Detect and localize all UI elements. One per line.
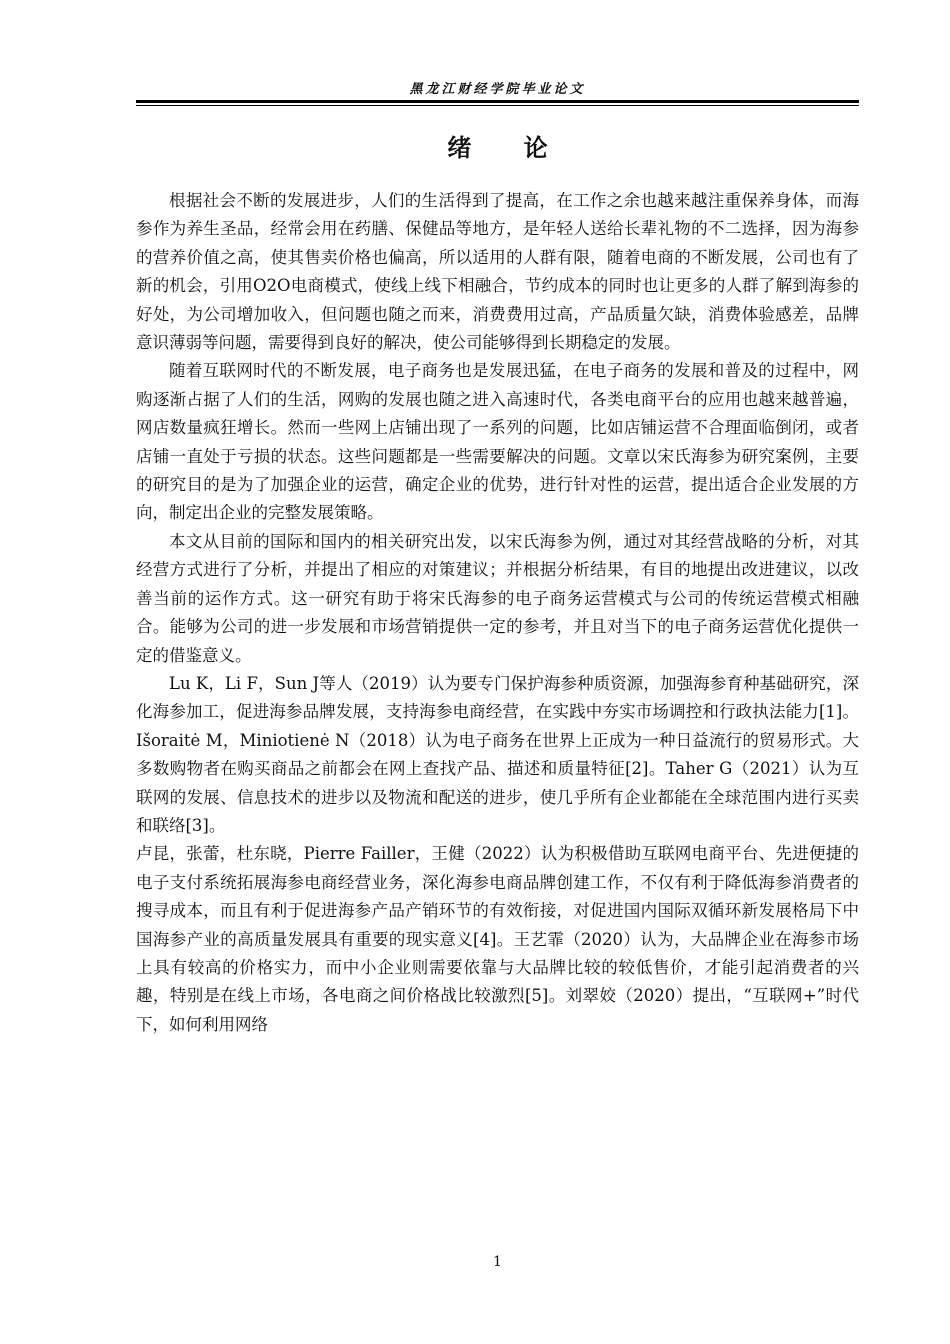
header-rule-thin [136,105,859,106]
paragraph-1: 根据社会不断的发展进步，人们的生活得到了提高，在工作之余也越来越注重保养身体，而海参作为养生圣品，经常会用在药膳、保健品等地方，是年轻人送给长辈礼物的不二选择，因为海参的营养价值之高，使其售卖价格也偏高，所以适用的人群有限，随着电商的不断发展，公司也有了新的机会，引用O2O电商模式，使线上线下相融合，节约成本的同时也让更多的人群了解到海参的好处，为公司增加收入，但问题也随之而来，消费费用过高，产品质量欠缺，消费体验感差，品牌意识薄弱等问题，需要得到良好的解决，使公司能够得到长期稳定的发展。 [136,191,859,353]
body-text [136,187,859,1039]
header-title: 黑龙江财经学院毕业论文 [409,82,586,97]
page-number: 1 [493,1254,502,1270]
paragraph-4: Lu K，Li F，Sun J等人（2019）认为要专门保护海参种质资源，加强海参育种基础研究，深化海参加工，促进海参品牌发展，支持海参电商经营，在实践中夯实市场调控和行政执法能力[1]。Išoraitė M，Miniotienė N（2018）认为电子商务在世界上正成为一种日益流行的贸易形式。大多数购物者在购买商品之前都会在网上查找产品、描述和质量特征[2]。Taher G（2021）认为互联网的发展、信息技术的进步以及物流和配送的进步，使几乎所有企业都能在全球范围内进行买卖和联络[3]。 [136,673,859,835]
header-rule-thick [136,100,859,103]
paragraph-5: 卢昆，张蕾，杜东晓，Pierre Failler，王健（2022）认为积极借助互联网电商平台、先进便捷的电子支付系统拓展海参电商经营业务，深化海参电商品牌创建工作，不仅有利于降低海参消费者的搜寻成本，而且有利于促进海参产品产销环节的有效衔接，对促进国内国际双循环新发展格局下中国海参产业的高质量发展具有重要的现实意义[4]。王艺霏（2020）认为，大品牌企业在海参市场上具有较高的价格实力，而中小企业则需要依靠与大品牌比较的较低售价，才能引起消费者的兴趣，特别是在线上市场，各电商之间价格战比较激烈[5]。刘翠姣（2020）提出，“互联网+”时代下，如何利用网络 [136,844,859,1034]
paragraph-3: 本文从目前的国际和国内的相关研究出发，以宋氏海参为例，通过对其经营战略的分析，对其经营方式进行了分析，并提出了相应的对策建议；并根据分析结果，有目的地提出改进建议，以改善当前的运作方式。这一研究有助于将宋氏海参的电子商务运营模式与公司的传统运营模式相融合。能够为公司的进一步发展和市场营销提供一定的参考，并且对当下的电子商务运营优化提供一定的借鉴意义。 [136,531,859,665]
section-title: 绪 论 [447,134,548,162]
paragraph-2: 随着互联网时代的不断发展，电子商务也是发展迅猛，在电子商务的发展和普及的过程中，网购逐渐占据了人们的生活，网购的发展也随之进入高速时代，各类电商平台的应用也越来越普遍，网店数量疯狂增长。然而一些网上店铺出现了一系列的问题，比如店铺运营不合理面临倒闭，或者店铺一直处于亏损的状态。这些问题都是一些需要解决的问题。文章以宋氏海参为研究案例，主要的研究目的是为了加强企业的运营，确定企业的优势，进行针对性的运营，提出适合企业发展的方向，制定出企业的完整发展策略。 [136,361,859,523]
